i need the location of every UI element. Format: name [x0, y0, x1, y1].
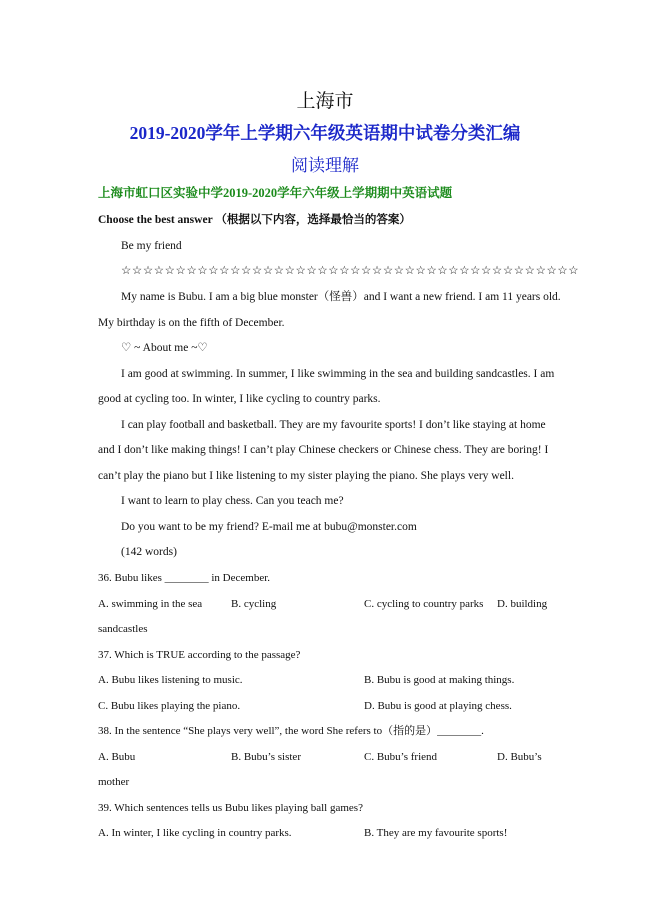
passage-line: good at cycling too. In winter, I like cycling to country parks.	[98, 393, 381, 405]
passage-line: My name is Bubu. I am a big blue monster（怪兽）and I want a new friend. I am 11 years old.	[121, 291, 561, 303]
question-stem: 38. In the sentence “She plays very well”, the word She refers to（指的是）________.	[98, 725, 484, 737]
option-d: D. Bubu is good at playing chess.	[364, 700, 512, 712]
option-c: C. Bubu’s friend	[364, 751, 438, 763]
option-b: B. cycling	[231, 598, 277, 610]
question-stem: 39. Which sentences tells us Bubu likes playing ball games?	[98, 802, 363, 814]
passage-line: can’t play the piano but I like listening to my sister playing the piano. She plays very well.	[98, 470, 514, 482]
city-heading: 上海市	[296, 90, 354, 112]
star-divider: ☆☆☆☆☆☆☆☆☆☆☆☆☆☆☆☆☆☆☆☆☆☆☆☆☆☆☆☆☆☆☆☆☆☆☆☆☆☆☆☆☆☆	[121, 265, 580, 277]
word-count: (142 words)	[121, 546, 177, 558]
section-subtitle: 阅读理解	[291, 156, 359, 176]
passage-line: Do you want to be my friend? E-mail me at bubu@monster.com	[121, 521, 417, 533]
document-title: 2019-2020学年上学期六年级英语期中试卷分类汇编	[129, 123, 521, 143]
option-a: A. In winter, I like cycling in country parks.	[98, 827, 292, 839]
option-d: D. building	[497, 598, 548, 610]
passage-line: I am good at swimming. In summer, I like swimming in the sea and building sandcastles. I am	[121, 368, 555, 380]
passage-line: I can play football and basketball. They are my favourite sports! I don’t like staying at home	[121, 419, 546, 431]
option-d: D. Bubu’s	[497, 751, 542, 763]
passage-line: My birthday is on the fifth of December.	[98, 317, 285, 329]
option-c: C. cycling to country parks	[364, 598, 484, 610]
option-a: A. Bubu	[98, 751, 136, 763]
passage-title: Be my friend	[121, 240, 182, 252]
question-stem: 36. Bubu likes ________ in December.	[98, 572, 271, 584]
passage-line: and I don’t like making things! I can’t play Chinese checkers or Chinese chess. They are boring! I	[98, 444, 549, 456]
question-stem: 37. Which is TRUE according to the passage?	[98, 649, 301, 661]
option-c: C. Bubu likes playing the piano.	[98, 700, 241, 712]
instruction: Choose the best answer （根据以下内容，选择最恰当的答案）	[98, 214, 411, 226]
about-heading: ♡ ~ About me ~♡	[121, 342, 208, 354]
passage-line: I want to learn to play chess. Can you teach me?	[121, 495, 344, 507]
exam-source: 上海市虹口区实验中学2019-2020学年六年级上学期期中英语试题	[98, 186, 453, 200]
option-b: B. Bubu is good at making things.	[364, 674, 515, 686]
option-a: A. Bubu likes listening to music.	[98, 674, 243, 686]
option-a: A. swimming in the sea	[98, 598, 203, 610]
option-d-continued: mother	[98, 776, 130, 788]
option-b: B. Bubu’s sister	[231, 751, 301, 763]
option-b: B. They are my favourite sports!	[364, 827, 508, 839]
option-d-continued: sandcastles	[98, 623, 148, 635]
